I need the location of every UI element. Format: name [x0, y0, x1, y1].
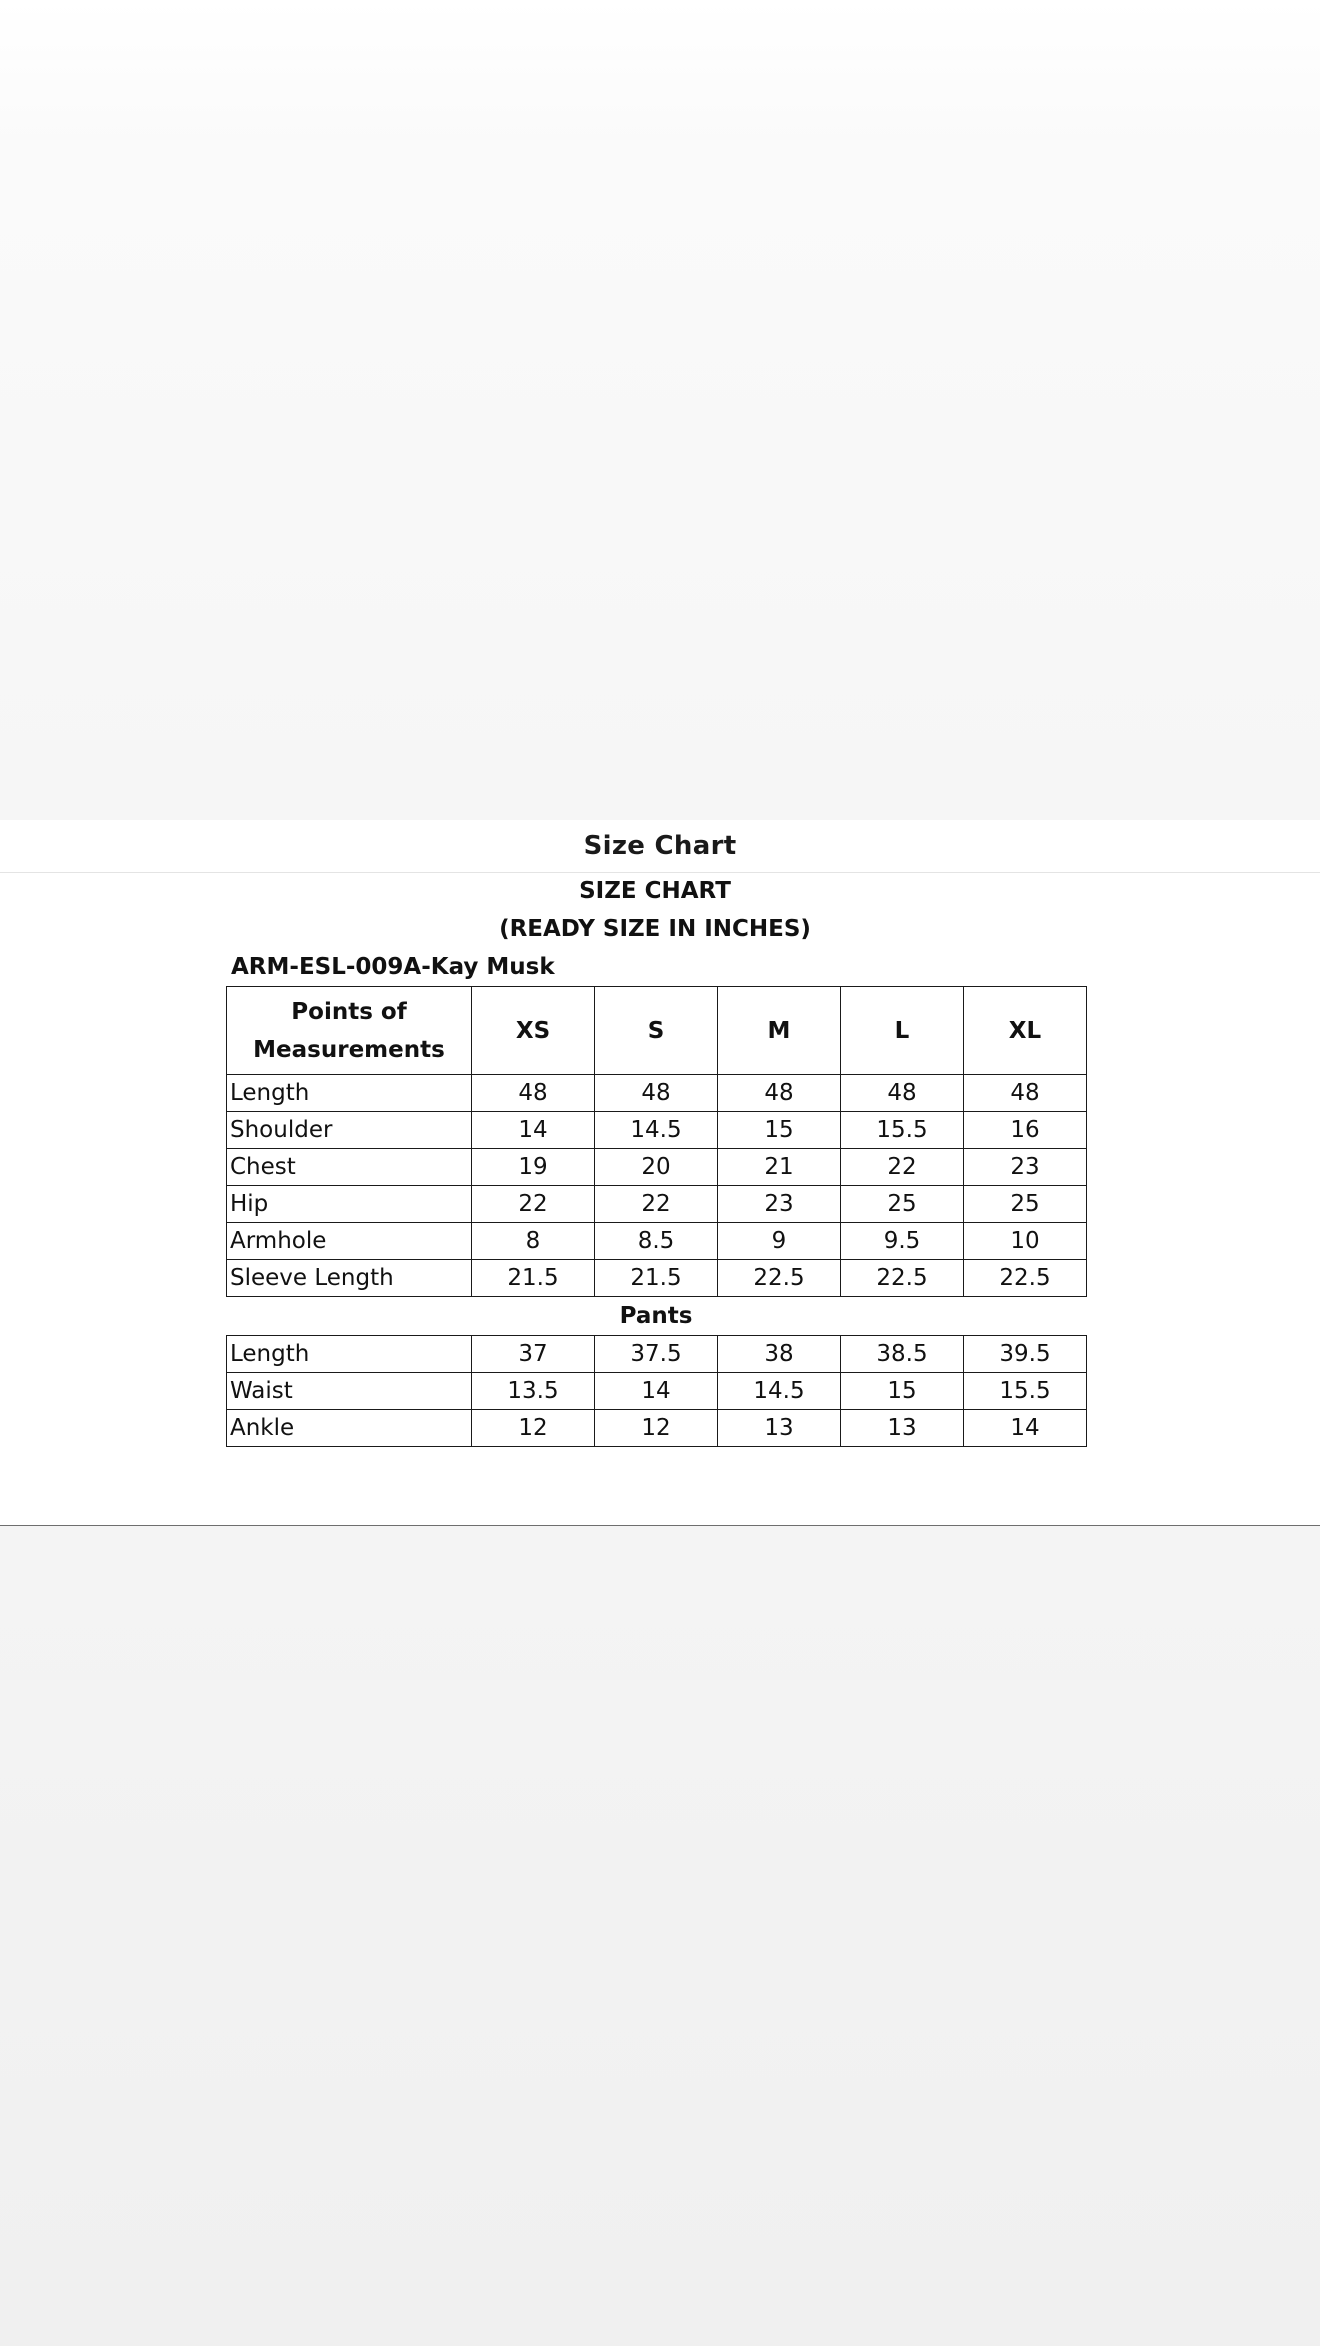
chart-heading-line2: (READY SIZE IN INCHES) — [499, 916, 811, 942]
measurement-label: Sleeve Length — [227, 1260, 472, 1297]
measurement-value: 37 — [472, 1336, 595, 1373]
measurement-value: 19 — [472, 1149, 595, 1186]
measurement-value: 39.5 — [964, 1336, 1087, 1373]
page-backdrop-bottom — [0, 1526, 1320, 2346]
measurement-value: 25 — [841, 1186, 964, 1223]
page-backdrop-top — [0, 0, 1320, 820]
measurement-value: 48 — [964, 1075, 1087, 1112]
measurement-value: 9 — [718, 1223, 841, 1260]
pants-table-body — [227, 1336, 1087, 1447]
table-row — [227, 1112, 1087, 1149]
measurement-value: 48 — [718, 1075, 841, 1112]
measurement-value: 12 — [595, 1410, 718, 1447]
table-row — [227, 1260, 1087, 1297]
measurement-value: 22.5 — [964, 1260, 1087, 1297]
measurement-value: 8.5 — [595, 1223, 718, 1260]
size-header: S — [595, 987, 718, 1075]
measurement-label: Shoulder — [227, 1112, 472, 1149]
table-row — [227, 1149, 1087, 1186]
measurement-value: 9.5 — [841, 1223, 964, 1260]
top-size-table — [226, 986, 1087, 1297]
measurement-label: Length — [227, 1336, 472, 1373]
measurement-value: 23 — [964, 1149, 1087, 1186]
table-header-row — [227, 987, 1087, 1075]
measurement-value: 22 — [841, 1149, 964, 1186]
measurement-value: 21 — [718, 1149, 841, 1186]
measurement-value: 38 — [718, 1336, 841, 1373]
measurement-value: 10 — [964, 1223, 1087, 1260]
measurement-value: 23 — [718, 1186, 841, 1223]
chart-heading-line1: SIZE CHART — [579, 878, 731, 904]
measurement-value: 13 — [841, 1410, 964, 1447]
product-code: ARM-ESL-009A-Kay Musk — [231, 954, 555, 980]
measurement-value: 48 — [595, 1075, 718, 1112]
measurement-value: 14.5 — [595, 1112, 718, 1149]
measurement-value: 25 — [964, 1186, 1087, 1223]
measurement-value: 15.5 — [964, 1373, 1087, 1410]
measurement-value: 48 — [841, 1075, 964, 1112]
table-row — [227, 1223, 1087, 1260]
measurement-label: Hip — [227, 1186, 472, 1223]
measurement-value: 14.5 — [718, 1373, 841, 1410]
measurement-value: 14 — [595, 1373, 718, 1410]
measurement-value: 14 — [472, 1112, 595, 1149]
top-table-body — [227, 1075, 1087, 1297]
header-line2: Measurements — [253, 1036, 445, 1063]
pants-size-table — [226, 1335, 1087, 1447]
table-row — [227, 1075, 1087, 1112]
measurement-label: Chest — [227, 1149, 472, 1186]
size-chart-image — [226, 872, 1086, 1447]
measurement-value: 22.5 — [841, 1260, 964, 1297]
modal-header — [0, 820, 1320, 873]
measurement-value: 15.5 — [841, 1112, 964, 1149]
measurement-value: 38.5 — [841, 1336, 964, 1373]
measurement-value: 14 — [964, 1410, 1087, 1447]
table-row — [227, 1186, 1087, 1223]
measurement-value: 12 — [472, 1410, 595, 1447]
table-row — [227, 1410, 1087, 1447]
table-row — [227, 1336, 1087, 1373]
measurement-value: 37.5 — [595, 1336, 718, 1373]
measurement-value: 15 — [841, 1373, 964, 1410]
size-header: M — [718, 987, 841, 1075]
points-of-measurements-header — [227, 987, 472, 1075]
measurement-value: 22.5 — [718, 1260, 841, 1297]
measurement-value: 21.5 — [472, 1260, 595, 1297]
measurement-value: 8 — [472, 1223, 595, 1260]
modal-title: Size Chart — [583, 831, 737, 861]
size-chart-modal — [0, 820, 1320, 1526]
measurement-label: Waist — [227, 1373, 472, 1410]
measurement-value: 21.5 — [595, 1260, 718, 1297]
measurement-value: 48 — [472, 1075, 595, 1112]
measurement-value: 22 — [472, 1186, 595, 1223]
size-header: XL — [964, 987, 1087, 1075]
measurement-value: 22 — [595, 1186, 718, 1223]
table-row — [227, 1373, 1087, 1410]
measurement-label: Length — [227, 1075, 472, 1112]
measurement-value: 13 — [718, 1410, 841, 1447]
header-line1: Points of — [291, 998, 407, 1025]
measurement-label: Armhole — [227, 1223, 472, 1260]
measurement-value: 13.5 — [472, 1373, 595, 1410]
measurement-value: 15 — [718, 1112, 841, 1149]
measurement-label: Ankle — [227, 1410, 472, 1447]
size-header: L — [841, 987, 964, 1075]
size-header: XS — [472, 987, 595, 1075]
measurement-value: 20 — [595, 1149, 718, 1186]
pants-section-title: Pants — [619, 1303, 693, 1329]
measurement-value: 16 — [964, 1112, 1087, 1149]
